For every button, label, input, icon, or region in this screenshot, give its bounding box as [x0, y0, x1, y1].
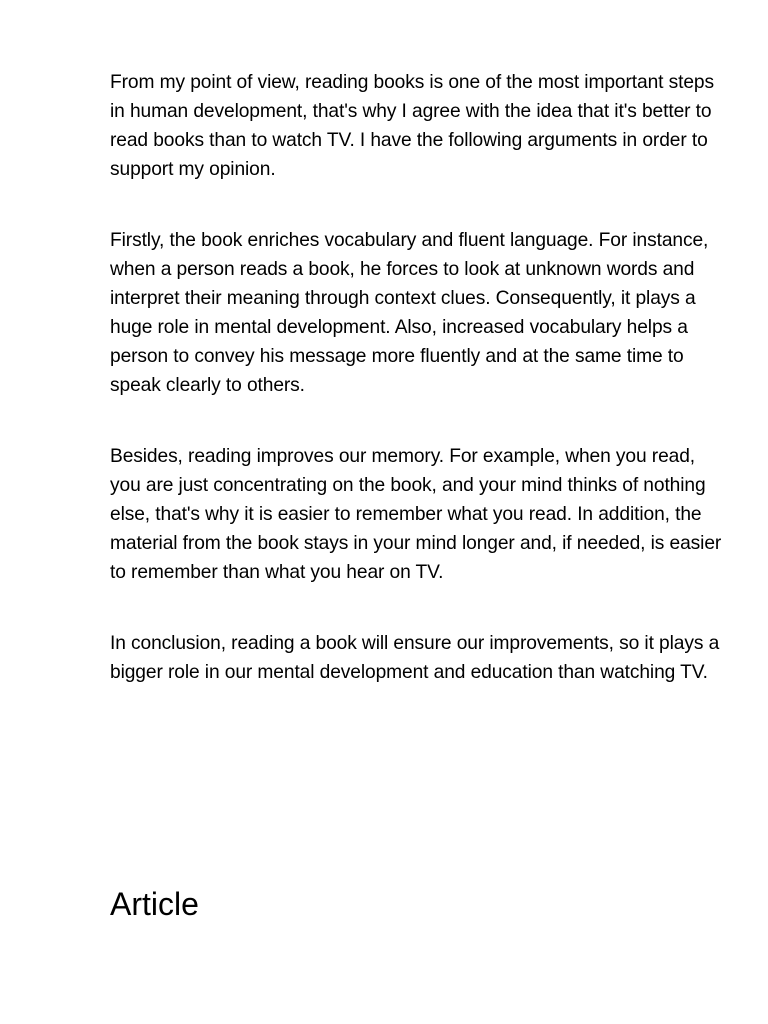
- paragraph-conclusion: In conclusion, reading a book will ensure our improvements, so it plays a bigger role in our mental development and education than watching TV.: [110, 633, 720, 683]
- section-heading: Article: [110, 886, 199, 922]
- paragraph-intro: From my point of view, reading books is one of the most important steps in human development, that's why I agree with the idea that it's better to read books than to watch TV. I have the following arguments in order to support my opinion.: [110, 72, 714, 180]
- paragraph-vocabulary: Firstly, the book enriches vocabulary and fluent language. For instance, when a person reads a book, he forces to look at unknown words and interpret their meaning through context clues. Consequently, it plays a huge role in mental development. Also, increased vocabulary helps a person to convey his message more fluently and at the same time to speak clearly to others.: [110, 230, 709, 396]
- paragraph-memory: Besides, reading improves our memory. For example, when you read, you are just concentrating on the book, and your mind thinks of nothing else, that's why it is easier to remember what you read. In addition, the material from the book stays in your mind longer and, if needed, is easier to remember than what you hear on TV.: [110, 446, 722, 583]
- essay-body: [110, 68, 722, 729]
